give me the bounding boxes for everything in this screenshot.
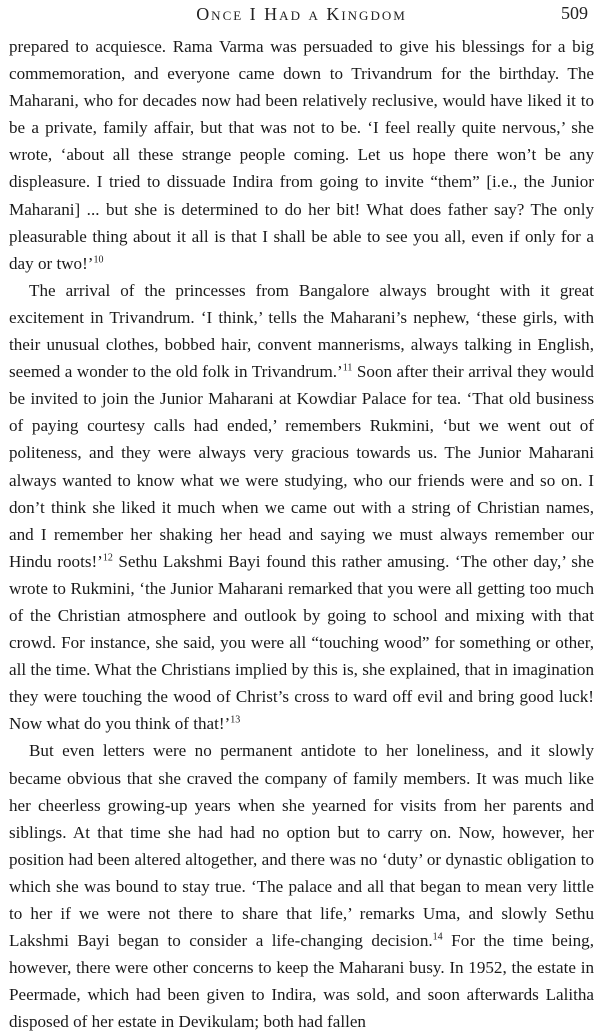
body-text [9,33,594,1035]
page-number: 509 [561,3,588,23]
footnote-marker: 10 [93,254,104,266]
text-run: But even letters were no permanent antidote to her loneliness, and it slowly became obvious that she craved the company of family members. It was much like her cheerless growing-up years when she yearned for visits from her parents and siblings. At that time she had had no option but to carry on. Now, however, her position had been altered altogether, and there was no ‘duty’ or dynastic obligation to which she was bound to stay true. ‘The palace and all that began to mean very little to her if we were not there to share that life,’ remarks Uma, and slowly Sethu Lakshmi Bayi began to consider a life-changing decision. [9,741,594,951]
footnote-marker: 13 [230,714,241,726]
text-run: For the time being, however, there were other concerns to keep the Maharani busy. In 1952, the estate in Peermade, which had been given to Indira, was sold, and soon afterwards Lalitha disposed of her estate in Devikulam; both had fallen [9,931,594,1032]
footnote-marker: 11 [342,362,353,374]
text-run: The arrival of the princesses from Bangalore always brought with it great excitement in Trivandrum. ‘I think,’ tells the Maharani’s nephew, ‘these girls, with their unusual clothes, bobbed hair, convent mannerisms, always talking in English, seemed a wonder to the old folk in Trivandrum.’ [9,280,594,382]
paragraph [9,33,594,277]
text-run: Sethu Lakshmi Bayi found this rather amusing. ‘The other day,’ she wrote to Rukmini, ‘the Junior Maharani remarked that you were all getting too much of the Christian atmosphere and outlook by going to school and mixing with that crowd. For instance, she said, you were all “touching wood” for something or other, all the time. What the Christians implied by this is, she explained, that in imagination they were touching the wood of Christ’s cross to ward off evil and bring good luck! Now what do you think of that!’ [9,551,594,734]
paragraph [9,737,594,1035]
running-title: Once I Had a Kingdom [196,4,407,24]
paragraph [9,277,594,738]
footnote-marker: 14 [432,931,443,943]
text-run: prepared to acquiesce. Rama Varma was persuaded to give his blessings for a big commemoration, and everyone came down to Trivandrum for the birthday. The Maharani, who for decades now had been relatively reclusive, would have liked it to be a private, family affair, but that was not to be. ‘I feel really quite nervous,’ she wrote, ‘about all these strange people coming. Let us hope there won’t be any displeasure. I tried to dissuade Indira from going to invite “them” [i.e., the Junior Maharani] ... but she is determined to do her bit! What does father say? The only pleasurable thing about it all is that I shall be able to see you all, even if only for a day or two!’ [9,37,594,273]
text-run: Soon after their arrival they would be invited to join the Junior Maharani at Kowdiar Palace for tea. ‘That old business of paying courtesy calls had ended,’ remembers Rukmini, ‘but we went out of politeness, and they were always very gracious towards us. The Junior Maharani always wanted to know what we were studying, who our friends were and so on. I don’t think she liked it much when we came out with a string of Christian names, and I remember her shaking her head and saying we must always remember our Hindu roots!’ [9,362,594,571]
footnote-marker: 12 [102,552,113,564]
running-head [9,0,594,30]
